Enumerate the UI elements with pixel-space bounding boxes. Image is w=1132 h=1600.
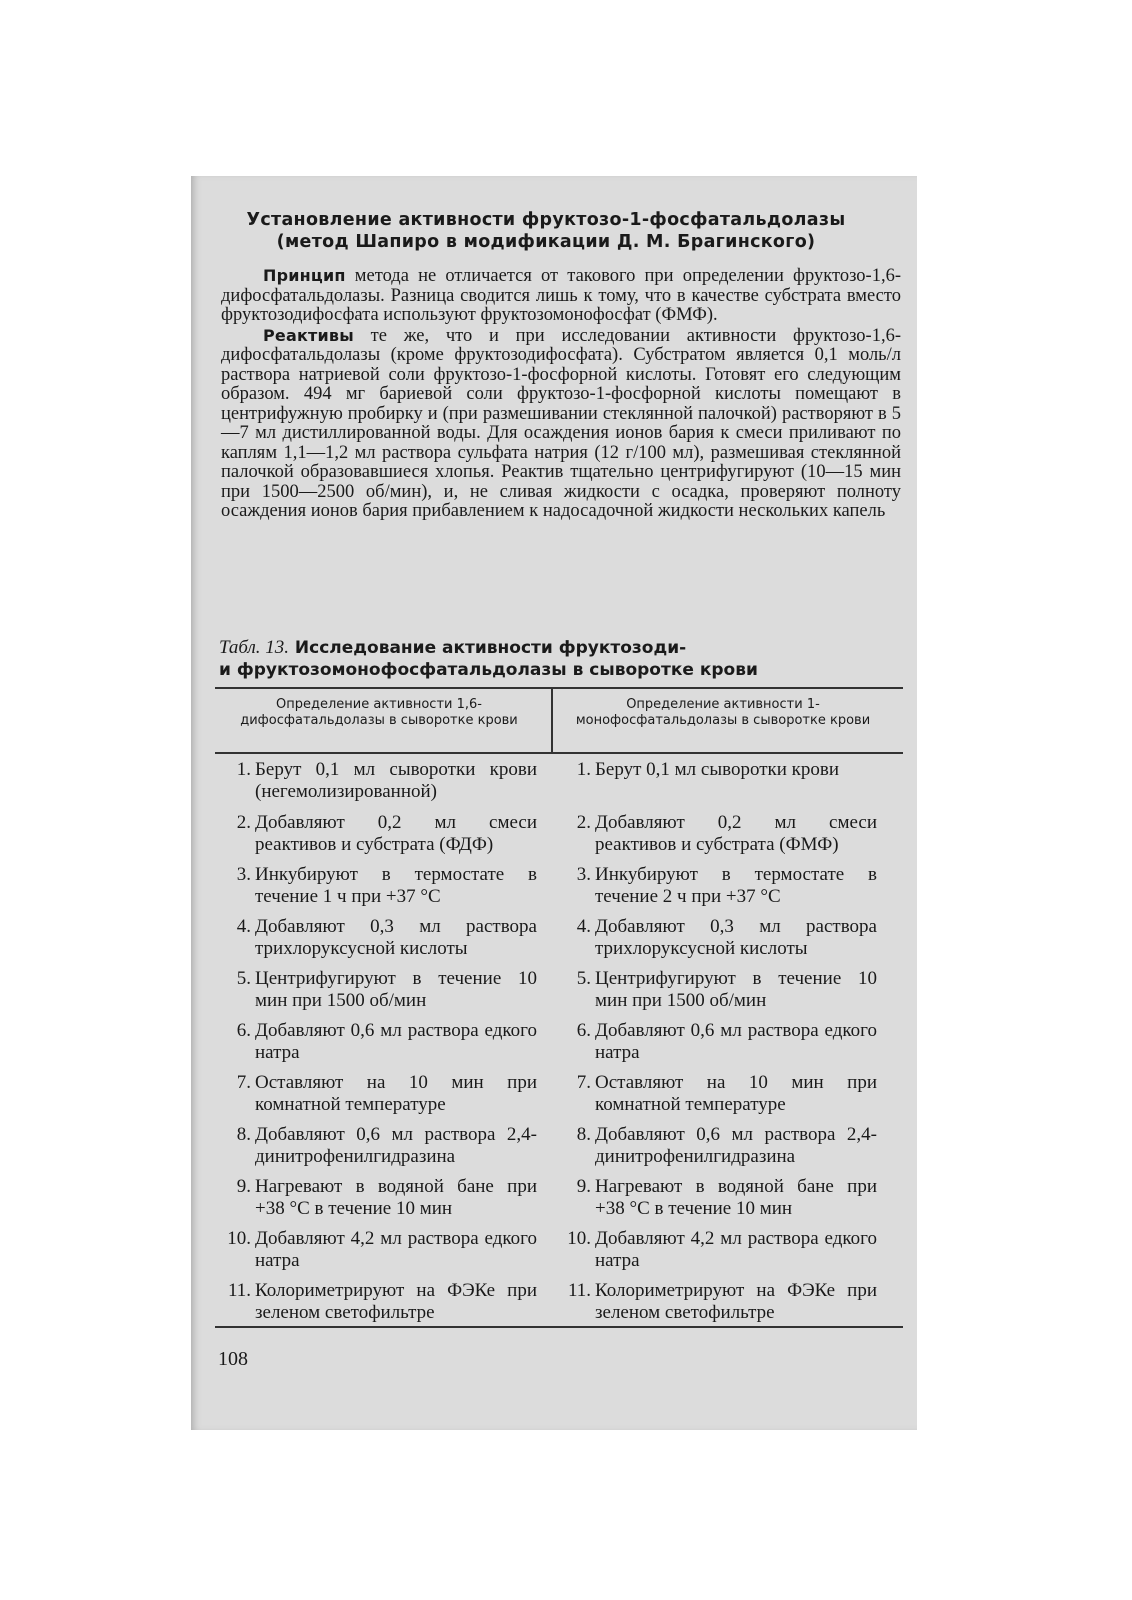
page-number: 108 <box>218 1348 248 1370</box>
column-header-left: Определение активности 1,6-дифосфатальдолазы в сыворотке крови <box>240 697 518 728</box>
step-number: 11. <box>227 1280 251 1301</box>
step-text: Добавляют 0,2 мл смеси реактивов и субстрата (ФДФ) <box>255 812 537 855</box>
step-text: Берут 0,1 мл сыворотки крови <box>595 759 840 780</box>
step-text: Берут 0,1 мл сыворотки крови (негемолизированной) <box>255 759 537 802</box>
step-number: 8. <box>576 1124 591 1145</box>
step-text: Добавляют 0,6 мл раствора 2,4-динитрофенилгидразина <box>595 1124 877 1167</box>
step-number: 9. <box>236 1176 251 1197</box>
step-number: 3. <box>576 864 591 885</box>
table-title-1: Исследование активности фруктозоди- <box>289 638 687 658</box>
step-number: 4. <box>236 916 251 937</box>
table-title-2: и фруктозомонофосфатальдолазы в сыворотке крови <box>219 660 758 680</box>
paragraph-lead: Реактивы <box>263 325 354 345</box>
step-number: 2. <box>236 812 251 833</box>
step-number: 3. <box>236 864 251 885</box>
table-label: Табл. 13. <box>219 637 289 658</box>
step-text: Оставляют на 10 мин при комнатной температуре <box>255 1072 537 1115</box>
step-number: 7. <box>236 1072 251 1093</box>
step-number: 9. <box>576 1176 591 1197</box>
step-text: Инкубируют в термостате в течение 1 ч при +37 °С <box>255 864 537 907</box>
step-text: Добавляют 0,6 мл раствора едкого натра <box>595 1020 877 1063</box>
step-text: Колориметрируют на ФЭКе при зеленом светофильтре <box>595 1280 877 1323</box>
step-text: Колориметрируют на ФЭКе при зеленом светофильтре <box>255 1280 537 1323</box>
step-number: 10. <box>227 1228 251 1249</box>
step-number: 2. <box>576 812 591 833</box>
step-text: Оставляют на 10 мин при комнатной температуре <box>595 1072 877 1115</box>
table-column-divider <box>551 689 553 753</box>
caption-line-1 <box>219 637 899 659</box>
paragraph-text: метода не отличается от такового при определении фруктозо-1,6-дифосфатальдолазы. Разница сводится лишь к тому, что в качестве субстрата вместо фруктозодифосфата используют фруктозомонофосфат (ФМФ). <box>221 266 901 325</box>
step-number: 5. <box>236 968 251 989</box>
section-heading <box>246 209 846 253</box>
step-text: Нагревают в водяной бане при +38 °С в течение 10 мин <box>595 1176 877 1219</box>
step-text: Добавляют 4,2 мл раствора едкого натра <box>255 1228 537 1271</box>
step-text: Добавляют 0,3 мл раствора трихлоруксусной кислоты <box>255 916 537 959</box>
table-caption <box>219 637 899 681</box>
step-number: 1. <box>236 759 251 780</box>
table-header-rule <box>215 752 903 754</box>
heading-line-2: (метод Шапиро в модификации Д. М. Брагинского) <box>276 232 816 252</box>
paragraph-text: те же, что и при исследовании активности фруктозо-1,6-дифосфатальдолазы (кроме фруктозодифосфата). Субстратом является 0,1 моль/л раствора натриевой соли фруктозо-1-фосфорной кислоты. Готовят его следующим образом. 494 мг бариевой соли фруктозо-1-фосфорной кислоты помещают в центрифужную пробирку и (при размешивании стеклянной палочкой) растворяют в 5—7 мл дистиллированной воды. Для осаждения ионов бария к смеси приливают по каплям 1,1—1,2 мл раствора сульфата натрия (12 г/100 мл), размешивая стеклянной палочкой образовавшиеся хлопья. Реактив тщательно центрифугируют (10—15 мин при 1500—2500 об/мин), и, не сливая жидкости с осадка, проверяют полноту осаждения ионов бария прибавлением к надосадочной жидкости нескольких капель <box>221 325 901 521</box>
heading-line-1: Установление активности фруктозо-1-фосфатальдолазы <box>246 210 846 230</box>
step-text: Инкубируют в термостате в течение 2 ч при +37 °С <box>595 864 877 907</box>
step-number: 6. <box>236 1020 251 1041</box>
table-bottom-rule <box>215 1326 903 1328</box>
step-text: Добавляют 0,2 мл смеси реактивов и субстрата (ФМФ) <box>595 812 877 855</box>
paragraph-reagents <box>221 326 901 522</box>
step-number: 5. <box>576 968 591 989</box>
scanned-page <box>191 176 917 1430</box>
paragraph-principle <box>221 266 901 326</box>
paragraph-lead: Принцип <box>263 266 346 285</box>
step-number: 1. <box>576 759 591 780</box>
step-text: Добавляют 0,6 мл раствора едкого натра <box>255 1020 537 1063</box>
step-text: Нагревают в водяной бане при +38 °С в течение 10 мин <box>255 1176 537 1219</box>
column-header-right: Определение активности 1-монофосфатальдолазы в сыворотке крови <box>575 697 871 728</box>
step-number: 7. <box>576 1072 591 1093</box>
step-text: Добавляют 0,3 мл раствора трихлоруксусной кислоты <box>595 916 877 959</box>
step-number: 8. <box>236 1124 251 1145</box>
step-text: Добавляют 0,6 мл раствора 2,4-динитрофенилгидразина <box>255 1124 537 1167</box>
body-text <box>221 266 901 522</box>
step-text: Центрифугируют в течение 10 мин при 1500 об/мин <box>255 968 537 1011</box>
step-text: Добавляют 4,2 мл раствора едкого натра <box>595 1228 877 1271</box>
step-number: 4. <box>576 916 591 937</box>
table-top-rule <box>215 687 903 689</box>
step-number: 11. <box>567 1280 591 1301</box>
step-number: 6. <box>576 1020 591 1041</box>
step-number: 10. <box>567 1228 591 1249</box>
step-text: Центрифугируют в течение 10 мин при 1500 об/мин <box>595 968 877 1011</box>
